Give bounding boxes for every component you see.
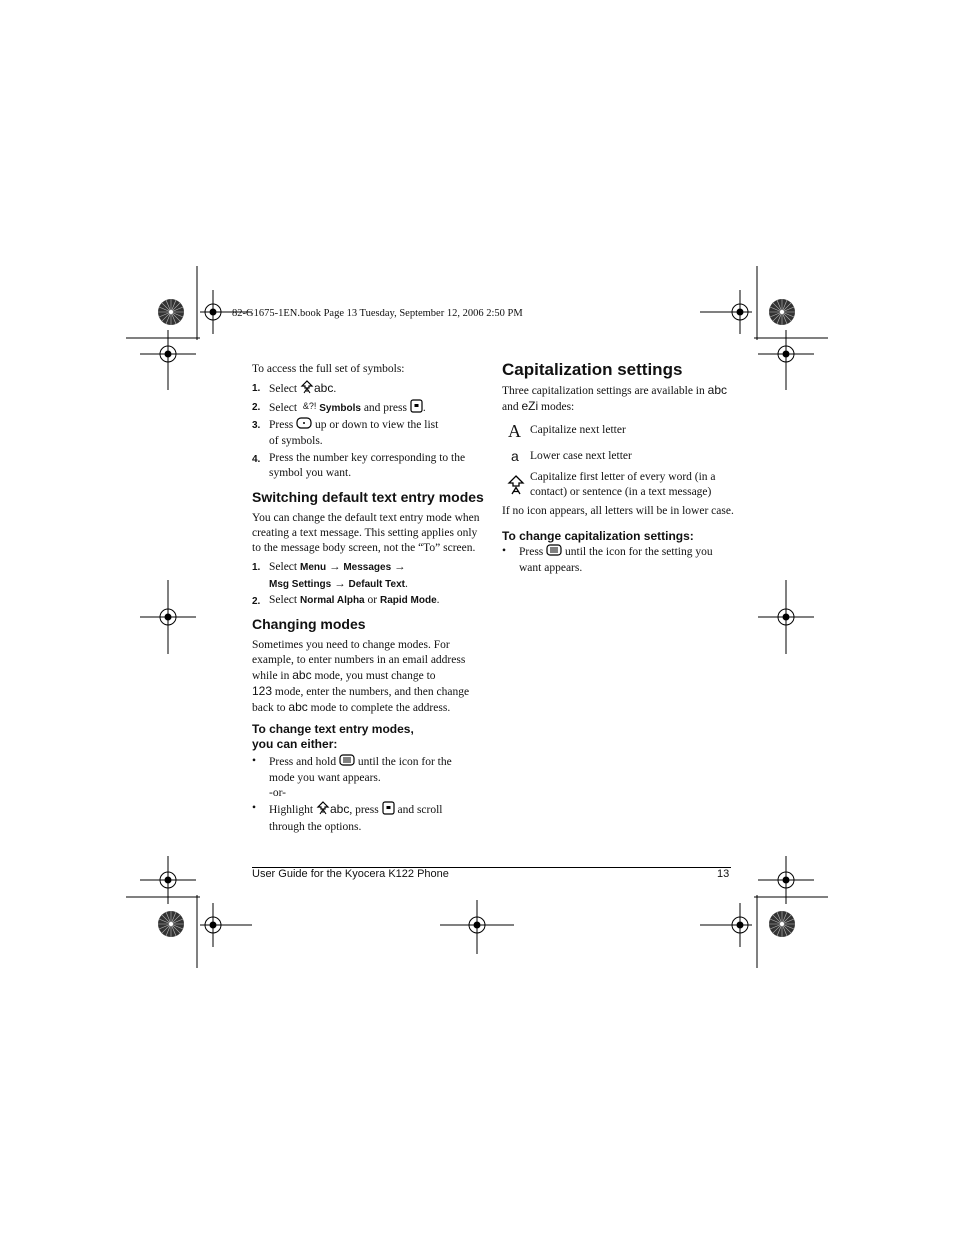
caps-next-icon: A <box>508 421 521 441</box>
step-select-abc: 1. Select abc. <box>252 380 482 399</box>
abc-mode-icon: abc <box>707 383 727 397</box>
setting-caps-first: Capitalize first letter of every word (in a contact) or sentence (in a text message) <box>530 471 716 498</box>
symbols-intro: To access the full set of symbols: <box>252 363 405 375</box>
capitalize-first-icon <box>316 801 330 820</box>
step-number: 2. <box>252 402 261 413</box>
ok-key-icon <box>382 801 395 820</box>
setting-lower-next: Lower case next letter <box>530 450 632 462</box>
bullet: • <box>252 802 257 814</box>
navigation-key-icon <box>296 417 312 434</box>
footer-title: User Guide for the Kyocera K122 Phone <box>252 868 449 880</box>
abc-mode-icon: abc <box>292 668 312 682</box>
step-number: 1. <box>252 383 261 394</box>
numeric-mode-icon: 123 <box>252 684 273 698</box>
page-number: 13 <box>717 868 730 880</box>
no-icon-note: If no icon appears, all letters will be in lower case. <box>502 505 734 517</box>
bullet: • <box>252 755 257 767</box>
print-slug: 82-G1675-1EN.book Page 13 Tuesday, September 12, 2006 2:50 PM <box>232 308 523 319</box>
step-number: 2. <box>252 596 261 607</box>
page-title: Capitalization settings <box>502 360 683 379</box>
step-press-number: 4. Press the number key corresponding to the symbol you want. <box>252 452 466 479</box>
step-select-mode: 2. Select Normal Alpha or Rapid Mode. <box>252 594 440 607</box>
switching-paragraph: You can change the default text entry mode when creating a text message. This setting applies only to the message body screen, not the “To” screen. <box>252 512 480 554</box>
lower-next-icon: a <box>511 448 519 464</box>
changing-paragraph: Sometimes you need to change modes. For example, to enter numbers in an email address while in abc mode, you must change to 123 mode, enter the numbers, and then change back to abc mode to complete the address. <box>252 639 470 714</box>
switching-heading: Switching default text entry modes <box>252 489 484 505</box>
bullet-press-hold: • Press and hold until the icon for the mode you want appears. -or- <box>252 755 452 799</box>
step-number: 3. <box>252 420 261 431</box>
ezi-mode-icon: eZi <box>521 399 539 413</box>
mode-key-icon <box>339 754 355 771</box>
step-select-symbols: 2. Select &?! Symbols and press . <box>252 399 482 418</box>
change-caps-subheading: To change capitalization settings: <box>502 529 694 543</box>
changing-heading: Changing modes <box>252 616 366 632</box>
bullet-highlight: • Highlight abc, press and scroll through the options. <box>252 802 443 833</box>
capitalization-intro: Three capitalization settings are available in abc and eZi modes: <box>502 383 727 413</box>
step-press-navkey: 3. Press up or down to view the list of symbols. <box>252 417 482 449</box>
step-number: 1. <box>252 562 261 573</box>
mode-key-icon <box>546 544 562 561</box>
capitalize-first-icon <box>507 475 525 500</box>
step-menu-path: 1. Select Menu → Messages → Msg Settings → Default Text. <box>252 561 408 590</box>
bullet: • <box>502 545 507 557</box>
abc-mode-icon: abc <box>313 381 334 396</box>
change-modes-subheading: To change text entry modes, you can either: <box>252 722 414 751</box>
abc-mode-icon: abc <box>329 802 350 817</box>
capitalize-first-icon <box>300 380 314 399</box>
symbols-mode-icon: &?! <box>302 401 317 411</box>
setting-caps-next: Capitalize next letter <box>530 424 626 436</box>
step-number: 4. <box>252 454 261 465</box>
abc-mode-icon: abc <box>288 700 308 714</box>
symbols-keyword: Symbols <box>319 403 361 415</box>
bullet-press-mode-key: • Press until the icon for the setting you want appears. <box>502 545 713 574</box>
ok-key-icon <box>410 399 423 418</box>
